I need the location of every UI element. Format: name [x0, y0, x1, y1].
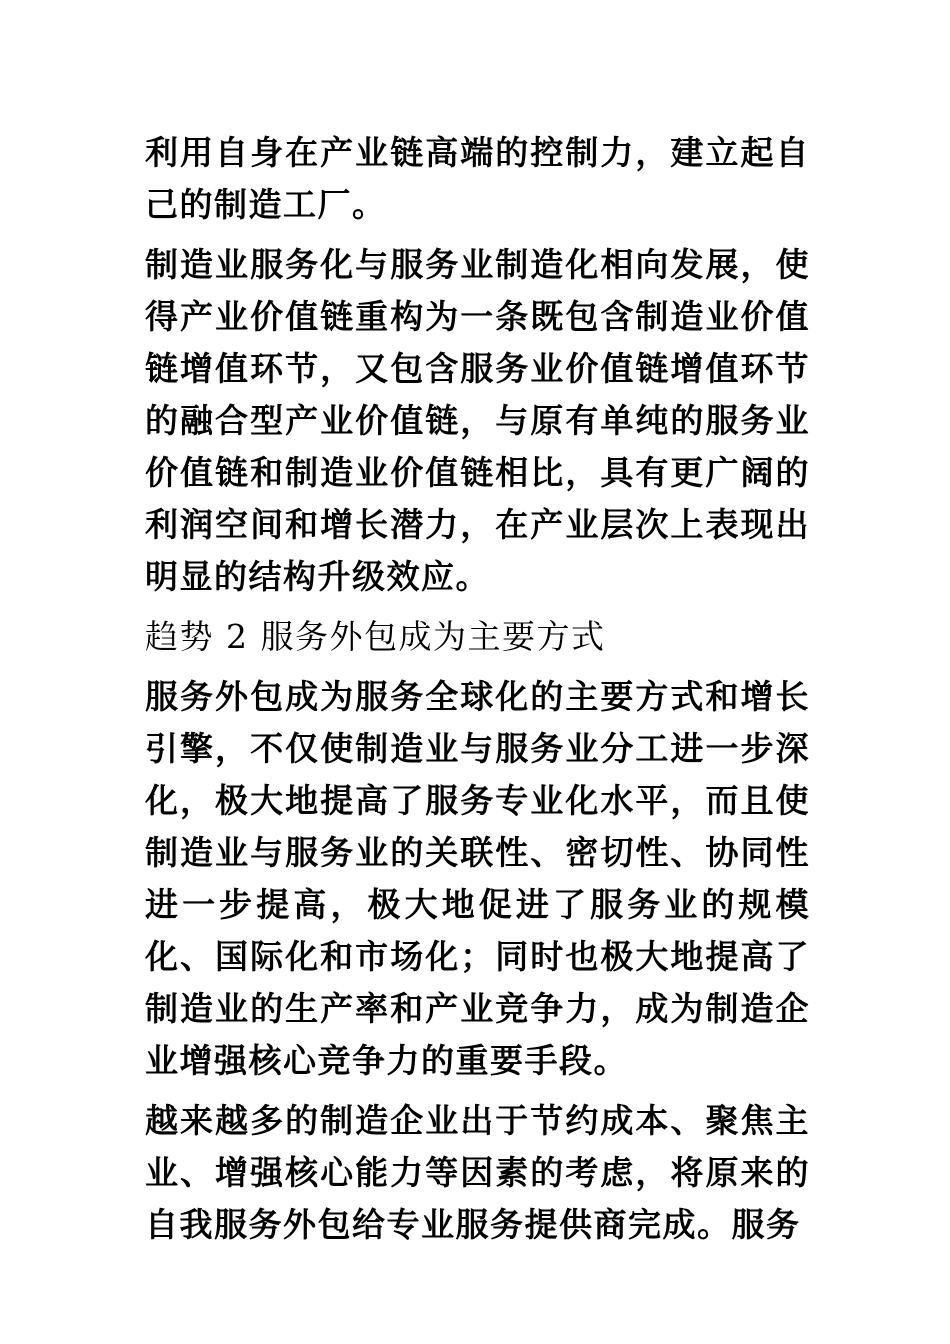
section-heading: 趋势 2 服务外包成为主要方式	[145, 617, 606, 656]
paragraph-2: 制造业服务化与服务业制造化相向发展，使得产业价值链重构为一条既包含制造业价值链增值环节，又包含服务业价值链增值环节的融合型产业价值链，与原有单纯的服务业价值链和制造业价值链相比，具有更广阔的利润空间和增长潜力，在产业层次上表现出明显的结构升级效应。	[145, 245, 810, 596]
document-page	[145, 127, 810, 1259]
paragraph-4: 越来越多的制造企业出于节约成本、聚焦主业、增强核心能力等因素的考虑，将原来的自我服务外包给专业服务提供商完成。服务	[145, 1101, 810, 1244]
paragraph-1: 利用自身在产业链高端的控制力，建立起自己的制造工厂。	[145, 133, 810, 224]
paragraph-3: 服务外包成为服务全球化的主要方式和增长引擎，不仅使制造业与服务业分工进一步深化，极大地提高了服务专业化水平，而且使制造业与服务业的关联性、密切性、协同性进一步提高，极大地促进了服务业的规模化、国际化和市场化；同时也极大地提高了制造业的生产率和产业竞争力，成为制造企业增强核心竞争力的重要手段。	[145, 677, 810, 1080]
